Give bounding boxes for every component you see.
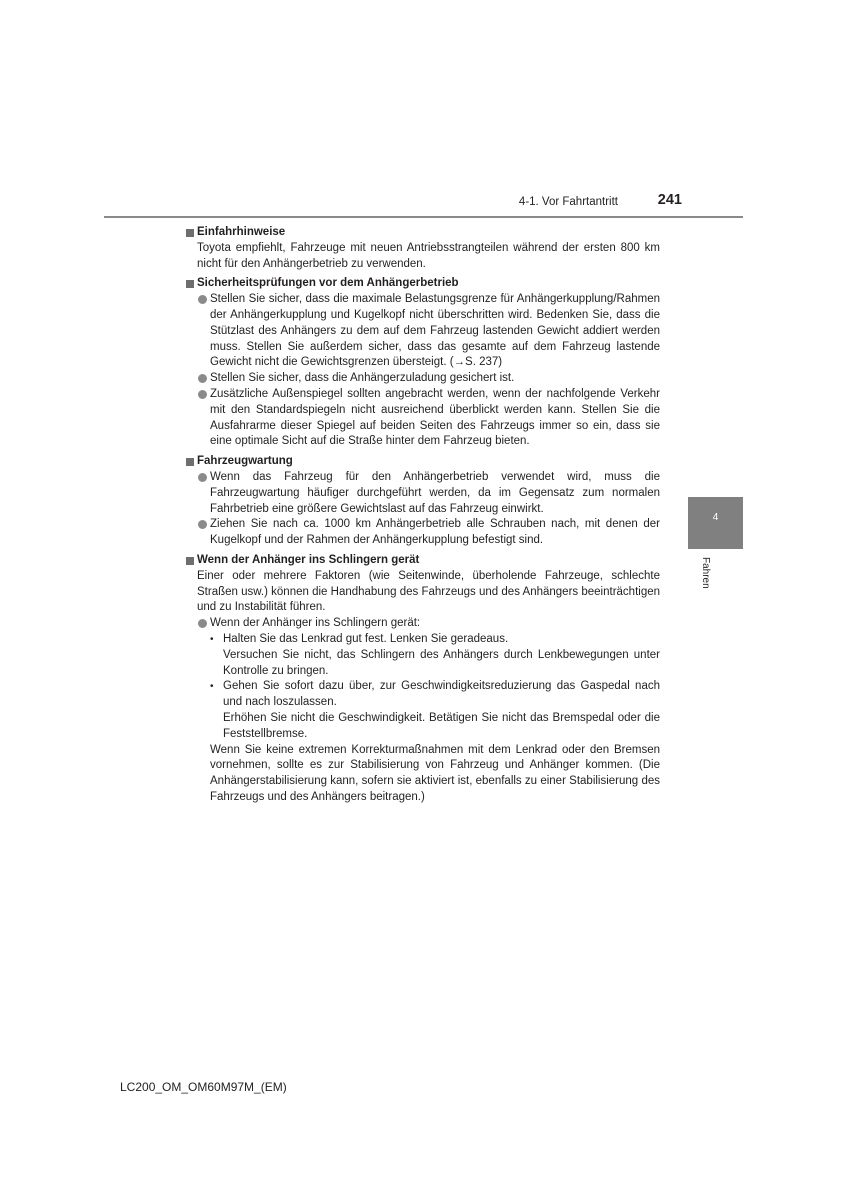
section-heading: Einfahrhinweise	[186, 225, 660, 241]
section-heading: Fahrzeugwartung	[186, 454, 660, 470]
bullet-item: Ziehen Sie nach ca. 1000 km Anhängerbetrieb alle Schrauben nach, mit denen der Kugelkopf und der Rahmen der Anhängerkupplung befestigt sind.	[186, 517, 660, 549]
bullet-item: Stellen Sie sicher, dass die maximale Belastungsgrenze für Anhängerkupplung/Rahmen der Anhängerkupplung und Kugelkopf nicht überschritten wird. Bedenken Sie, dass die Stützlast des Anhängers zu dem auf dem Fahrzeug lastenden Gewicht addiert werden muss. Stellen Sie außerdem sicher, dass das gesamte auf dem Fahrzeug lastende Gewicht nicht die Gewichtsgrenzen übersteigt. (→S. 237)	[186, 292, 660, 371]
section-heading: Sicherheitsprüfungen vor dem Anhängerbetrieb	[186, 276, 660, 292]
sub-item: • Halten Sie das Lenkrad gut fest. Lenken Sie geradeaus.	[186, 632, 660, 648]
chapter-tab	[688, 497, 743, 549]
chapter-label: Fahren	[700, 557, 711, 589]
bullet-item: Zusätzliche Außenspiegel sollten angebracht werden, wenn der nachfolgende Verkehr mit den Standardspiegeln nicht ausreichend überblickt werden kann. Stellen Sie die Ausfahrarme dieser Spiegel auf beiden Seiten des Fahrzeugs immer so ein, dass sie eine optimale Sicht auf die Straße hinter dem Fahrzeug bieten.	[186, 387, 660, 450]
sub-item-continuation: Versuchen Sie nicht, das Schlingern des Anhängers durch Lenkbewegungen unter Kontrolle zu bringen.	[223, 648, 660, 677]
bullet-item: Wenn der Anhänger ins Schlingern gerät:	[186, 616, 660, 632]
page-number: 241	[657, 192, 682, 208]
page-content	[186, 225, 660, 806]
document-code: LC200_OM_OM60M97M_(EM)	[120, 1080, 287, 1094]
bullet-item: Wenn das Fahrzeug für den Anhängerbetrieb verwendet wird, muss die Fahrzeugwartung häufiger durchgeführt werden, da im Gegensatz zum normalen Fahrbetrieb eine größere Gewichtslast auf das Fahrzeug einwirkt.	[186, 470, 660, 517]
sub-item: • Gehen Sie sofort dazu über, zur Geschwindigkeitsreduzierung das Gaspedal nach und nach loszulassen.	[186, 679, 660, 711]
bullet-item: Stellen Sie sicher, dass die Anhängerzuladung gesichert ist.	[186, 371, 660, 387]
section-paragraph: Toyota empfiehlt, Fahrzeuge mit neuen Antriebsstrangteilen während der ersten 800 km nicht für den Anhängerbetrieb zu verwenden.	[197, 241, 660, 270]
section-paragraph: Einer oder mehrere Faktoren (wie Seitenwinde, überholende Fahrzeuge, schlechte Straßen usw.) können die Handhabung des Fahrzeugs und des Anhängers beeinträchtigen und zu Instabilität führen.	[197, 569, 660, 614]
note-paragraph: Wenn Sie keine extremen Korrekturmaßnahmen mit dem Lenkrad oder den Bremsen vornehmen, sollte es zur Stabilisierung von Fahrzeug und Anhänger kommen. (Die Anhängerstabilisierung kann, sofern sie aktiviert ist, ebenfalls zu einer Stabilisierung des Fahrzeugs und des Anhängers beitragen.)	[210, 743, 660, 803]
section-heading: Wenn der Anhänger ins Schlingern gerät	[186, 553, 660, 569]
chapter-number: 4	[712, 512, 719, 523]
section-title: 4-1. Vor Fahrtantritt	[518, 196, 618, 208]
sub-item-continuation: Erhöhen Sie nicht die Geschwindigkeit. Betätigen Sie nicht das Bremspedal oder die Feststellbremse.	[223, 711, 660, 740]
header-divider	[104, 216, 743, 218]
